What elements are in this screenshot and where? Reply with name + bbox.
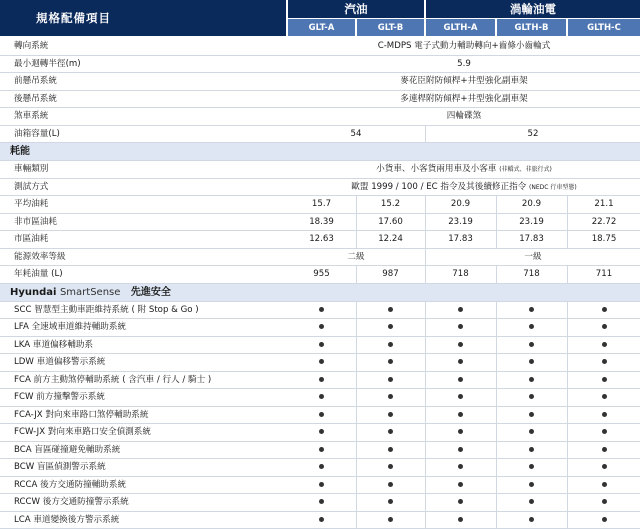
row-cell: 718 (426, 266, 495, 283)
standard-mark (357, 407, 424, 424)
divider (567, 354, 568, 371)
row-label: 油箱容量(L) (14, 126, 60, 143)
divider (425, 214, 426, 231)
divider (496, 266, 497, 283)
standard-mark (426, 337, 495, 354)
divider (425, 389, 426, 406)
standard-mark (288, 319, 355, 336)
standard-mark (357, 424, 424, 441)
spec-row (0, 161, 640, 179)
section-safety (0, 284, 640, 302)
row-label: FCW 前方撞擊警示系統 (14, 389, 105, 406)
fuel-tank-gas: 54 (288, 126, 424, 143)
divider (425, 459, 426, 476)
standard-mark (357, 442, 424, 459)
standard-mark (497, 442, 566, 459)
standard-mark (357, 512, 424, 529)
divider (567, 302, 568, 319)
divider (496, 337, 497, 354)
divider (567, 266, 568, 283)
row-label: RCCW 後方交通防撞警示系統 (14, 494, 129, 511)
row-cell: 15.7 (288, 196, 355, 213)
spec-row (0, 126, 640, 144)
standard-mark (568, 512, 640, 529)
divider (425, 407, 426, 424)
row-label: SCC 智慧型主動車距維持系統 ( 附 Stop & Go ) (14, 302, 199, 319)
divider (496, 196, 497, 213)
row-cell: 711 (568, 266, 640, 283)
standard-mark (357, 477, 424, 494)
divider (425, 372, 426, 389)
standard-mark (288, 354, 355, 371)
divider (496, 442, 497, 459)
divider (356, 389, 357, 406)
divider (567, 424, 568, 441)
divider (356, 372, 357, 389)
standard-mark (568, 459, 640, 476)
row-cell: 18.39 (288, 214, 355, 231)
row-label: 測試方式 (14, 179, 48, 196)
spec-row (0, 196, 640, 214)
trim-header: GLTH-A (426, 19, 495, 36)
divider (356, 459, 357, 476)
feature-row (0, 354, 640, 372)
standard-mark (288, 372, 355, 389)
row-label: 前懸吊系統 (14, 73, 57, 90)
test-method-note: (NEDC 行車型態) (529, 184, 577, 191)
divider (425, 354, 426, 371)
fuel-tank-hybrid: 52 (426, 126, 640, 143)
vehicle-class-value: 小貨車、小客貨兩用車及小客車 (376, 164, 496, 174)
divider (496, 477, 497, 494)
standard-mark (426, 477, 495, 494)
row-value: C-MDPS 電子式動力輔助轉向+齒條小齒輪式 (288, 38, 640, 55)
row-label: 平均油耗 (14, 196, 48, 213)
row-value (288, 179, 640, 196)
divider (567, 442, 568, 459)
row-cell: 15.2 (357, 196, 424, 213)
divider (567, 459, 568, 476)
row-label: 煞車系統 (14, 108, 48, 125)
divider (356, 196, 357, 213)
divider (356, 231, 357, 248)
divider (425, 337, 426, 354)
table-header (0, 0, 640, 36)
row-label: 最小迴轉半徑(m) (14, 56, 81, 73)
standard-mark (497, 372, 566, 389)
section-title: 耗能 (10, 143, 30, 161)
standard-mark (288, 424, 355, 441)
feature-row (0, 424, 640, 442)
row-label: 後懸吊系統 (14, 91, 57, 108)
row-label: LFA 全速域車道維持輔助系統 (14, 319, 126, 336)
standard-mark (426, 302, 495, 319)
standard-mark (426, 494, 495, 511)
divider (356, 424, 357, 441)
spec-row (0, 179, 640, 197)
divider (496, 512, 497, 529)
divider (567, 214, 568, 231)
standard-mark (497, 494, 566, 511)
row-label: FCA 前方主動煞停輔助系統 ( 含汽車 / 行人 / 騎士 ) (14, 372, 211, 389)
divider (356, 337, 357, 354)
standard-mark (288, 459, 355, 476)
row-cell: 17.60 (357, 214, 424, 231)
standard-mark (568, 372, 640, 389)
divider (425, 302, 426, 319)
divider (567, 196, 568, 213)
feature-row (0, 442, 640, 460)
standard-mark (497, 337, 566, 354)
row-cell: 20.9 (497, 196, 566, 213)
standard-mark (568, 337, 640, 354)
standard-mark (426, 459, 495, 476)
standard-mark (426, 372, 495, 389)
trim-header: GLT-B (357, 19, 424, 36)
trim-header: GLT-A (288, 19, 355, 36)
standard-mark (357, 389, 424, 406)
standard-mark (568, 407, 640, 424)
divider (567, 231, 568, 248)
standard-mark (288, 512, 355, 529)
divider (567, 477, 568, 494)
spec-row (0, 266, 640, 284)
standard-mark (426, 424, 495, 441)
standard-mark (568, 494, 640, 511)
brand-suffix: SmartSense (60, 287, 120, 298)
feature-row (0, 459, 640, 477)
spec-row (0, 214, 640, 232)
row-label: 年耗油量 (L) (14, 266, 63, 283)
divider (496, 372, 497, 389)
divider (425, 319, 426, 336)
standard-mark (568, 302, 640, 319)
divider (496, 214, 497, 231)
spec-row (0, 73, 640, 91)
standard-mark (568, 319, 640, 336)
standard-mark (497, 459, 566, 476)
standard-mark (497, 302, 566, 319)
row-value: 多連桿附防傾桿+井型強化副車架 (288, 91, 640, 108)
standard-mark (426, 442, 495, 459)
row-label: LKA 車道偏移輔助系 (14, 337, 93, 354)
divider (567, 337, 568, 354)
row-value: 麥花臣附防傾桿+井型強化副車架 (288, 73, 640, 90)
divider (496, 459, 497, 476)
row-cell: 23.19 (426, 214, 495, 231)
row-cell: 987 (357, 266, 424, 283)
standard-mark (357, 319, 424, 336)
divider (567, 389, 568, 406)
standard-mark (568, 424, 640, 441)
divider (567, 494, 568, 511)
divider (356, 442, 357, 459)
section-title-wrap (10, 284, 171, 302)
standard-mark (497, 477, 566, 494)
divider (425, 424, 426, 441)
divider (356, 354, 357, 371)
row-label: LDW 車道偏移警示系統 (14, 354, 105, 371)
divider (425, 442, 426, 459)
group-hybrid: 渦輪油電 (426, 0, 640, 18)
standard-mark (357, 354, 424, 371)
standard-mark (288, 494, 355, 511)
standard-mark (497, 389, 566, 406)
row-cell: 18.75 (568, 231, 640, 248)
divider (356, 302, 357, 319)
row-label: BCW 盲區偵測警示系統 (14, 459, 106, 476)
row-label: 轉向系統 (14, 38, 48, 55)
feature-row (0, 407, 640, 425)
row-cell: 22.72 (568, 214, 640, 231)
standard-mark (497, 407, 566, 424)
divider (425, 231, 426, 248)
standard-mark (497, 512, 566, 529)
divider (496, 494, 497, 511)
standard-mark (568, 442, 640, 459)
divider (425, 266, 426, 283)
divider (567, 372, 568, 389)
divider (425, 196, 426, 213)
standard-mark (568, 354, 640, 371)
spec-row (0, 38, 640, 56)
standard-mark (497, 354, 566, 371)
divider (496, 302, 497, 319)
standard-mark (357, 302, 424, 319)
divider (496, 231, 497, 248)
divider (496, 407, 497, 424)
divider (356, 477, 357, 494)
divider (567, 319, 568, 336)
row-cell: 21.1 (568, 196, 640, 213)
divider (567, 407, 568, 424)
standard-mark (357, 459, 424, 476)
feature-row (0, 477, 640, 495)
divider (425, 494, 426, 511)
section-efficiency (0, 143, 640, 161)
test-method-value: 歐盟 1999 / 100 / EC 指令及其後續修正指令 (351, 182, 526, 192)
row-label: FCW-JX 對向來車路口安全偵測系統 (14, 424, 151, 441)
standard-mark (288, 407, 355, 424)
spec-row (0, 231, 640, 249)
group-gasoline: 汽油 (288, 0, 424, 18)
divider (356, 214, 357, 231)
standard-mark (568, 389, 640, 406)
trim-header: GLTH-C (568, 19, 640, 36)
spec-rows (0, 38, 640, 529)
feature-row (0, 389, 640, 407)
standard-mark (497, 319, 566, 336)
spec-row (0, 249, 640, 267)
grade-gas: 二級 (288, 249, 424, 266)
row-cell: 12.63 (288, 231, 355, 248)
row-value: 5.9 (288, 56, 640, 73)
row-label: 非市區油耗 (14, 214, 57, 231)
divider (567, 512, 568, 529)
divider (425, 512, 426, 529)
divider (356, 512, 357, 529)
row-cell: 718 (497, 266, 566, 283)
standard-mark (357, 494, 424, 511)
divider (356, 407, 357, 424)
standard-mark (426, 354, 495, 371)
divider (496, 424, 497, 441)
feature-row (0, 494, 640, 512)
row-label: RCCA 後方交通防撞輔助系統 (14, 477, 126, 494)
row-value: 四輪碟煞 (288, 108, 640, 125)
row-label: 市區油耗 (14, 231, 48, 248)
row-label: FCA-JX 對向來車路口煞停輔助系統 (14, 407, 149, 424)
spec-row (0, 108, 640, 126)
row-cell: 23.19 (497, 214, 566, 231)
standard-mark (288, 442, 355, 459)
brand-name: Hyundai (10, 287, 56, 298)
divider (356, 266, 357, 283)
row-cell: 20.9 (426, 196, 495, 213)
section-title: 先進安全 (131, 287, 171, 298)
divider (496, 319, 497, 336)
trim-header: GLTH-B (497, 19, 566, 36)
spec-row (0, 91, 640, 109)
row-cell: 955 (288, 266, 355, 283)
row-label: LCA 車道變換後方警示系統 (14, 512, 119, 529)
standard-mark (357, 372, 424, 389)
feature-row (0, 319, 640, 337)
standard-mark (288, 477, 355, 494)
divider (496, 389, 497, 406)
spec-row (0, 56, 640, 74)
standard-mark (426, 319, 495, 336)
feature-row (0, 337, 640, 355)
row-label: 車輛類別 (14, 161, 48, 178)
divider (425, 477, 426, 494)
row-cell: 17.83 (426, 231, 495, 248)
feature-row (0, 512, 640, 529)
standard-mark (426, 512, 495, 529)
divider (356, 494, 357, 511)
row-cell: 12.24 (357, 231, 424, 248)
standard-mark (357, 337, 424, 354)
standard-mark (426, 389, 495, 406)
row-value (288, 161, 640, 178)
row-cell: 17.83 (497, 231, 566, 248)
row-label: BCA 盲區碰撞避免輔助系統 (14, 442, 120, 459)
grade-hybrid: 一級 (426, 249, 640, 266)
divider (496, 354, 497, 371)
vehicle-class-note: (非轎式、非旅行式) (499, 166, 552, 173)
standard-mark (497, 424, 566, 441)
row-label: 能源效率等級 (14, 249, 66, 266)
standard-mark (288, 389, 355, 406)
standard-mark (288, 337, 355, 354)
standard-mark (568, 477, 640, 494)
feature-row (0, 372, 640, 390)
divider (356, 319, 357, 336)
feature-row (0, 302, 640, 320)
header-title: 規格配備項目 (0, 0, 286, 36)
standard-mark (426, 407, 495, 424)
standard-mark (288, 302, 355, 319)
